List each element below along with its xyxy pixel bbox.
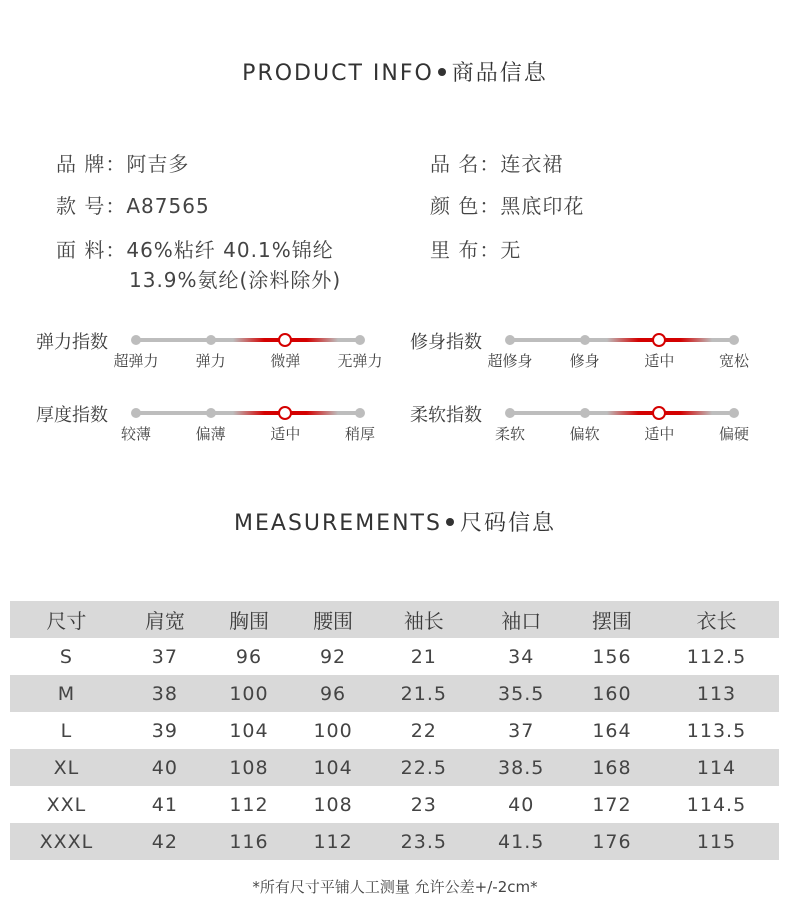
measurements-title-en: MEASUREMENTS [234,511,442,536]
product-info-title-cn: 商品信息 [451,61,548,86]
scale-option-label: 适中 [644,352,675,370]
table-row [10,749,779,786]
table-cell: 113 [696,682,737,705]
name-label: 品 名： [430,152,501,176]
scale-point-icon [580,408,590,418]
table-cell: 164 [592,719,632,742]
header-size: 尺寸 [46,609,87,633]
table-cell: 23 [410,793,437,816]
table-row [10,675,779,712]
scale-option-label: 修身 [569,352,600,370]
table-cell: 41.5 [498,830,545,853]
scale-option-label: 偏薄 [195,425,226,443]
thickness-index-title: 厚度指数 [36,405,108,426]
scale-point-icon [729,408,739,418]
scale-option-label: 柔软 [494,425,526,443]
table-cell: 21.5 [400,682,447,705]
scale-option-label: 弹力 [195,352,226,370]
measurements-title-cn: 尺码信息 [459,511,556,536]
size-chart-header-row [10,601,779,638]
scale-option-label: 无弹力 [337,352,383,370]
scale-option-label: 超弹力 [113,352,159,370]
measurement-note: *所有尺寸平铺人工测量 允许公差+/-2cm* [252,878,538,896]
scale-option-label: 稍厚 [344,425,376,443]
bullet-dot-icon [438,68,446,76]
brand-value: 阿吉多 [126,152,190,176]
table-row [10,712,779,749]
header-waist: 腰围 [313,609,354,633]
table-cell: 116 [229,830,269,853]
table-cell: M [57,682,76,705]
table-row [10,786,779,823]
scale-selected-marker-icon [278,333,292,347]
name-value: 连衣裙 [500,152,564,176]
brand-row [56,148,189,177]
fit-index [410,328,770,378]
table-cell: 160 [592,682,632,705]
scale-option-label: 较薄 [120,425,152,443]
table-cell: 172 [592,793,632,816]
table-cell: XXL [46,793,87,816]
scale-point-icon [131,335,141,345]
scale-point-icon [505,408,515,418]
table-cell: 21 [410,645,437,668]
scale-point-icon [580,335,590,345]
table-cell: 96 [319,682,347,705]
table-cell: 168 [592,756,632,779]
table-cell: 37 [151,645,178,668]
table-cell: 100 [229,682,269,705]
table-cell: 156 [592,645,632,668]
scale-selected-marker-icon [278,406,292,420]
color-value: 黑底印花 [500,194,585,218]
table-cell: 114 [696,756,737,779]
table-cell: 100 [313,719,353,742]
scale-option-label: 偏硬 [718,425,750,443]
softness-index [410,401,770,451]
color-label: 颜 色： [430,194,501,218]
scale-option-label: 超修身 [487,352,533,370]
fabric-value-line1: 46%粘纤 40.1%锦纶 [126,238,334,262]
table-cell: XL [53,756,80,779]
table-cell: 112.5 [686,645,747,668]
table-cell: 113.5 [686,719,747,742]
table-cell: 115 [696,830,737,853]
lining-label: 里 布： [430,238,501,262]
lining-row [430,234,521,263]
table-cell: 112 [313,830,353,853]
scale-option-label: 适中 [644,425,675,443]
table-cell: 176 [592,830,632,853]
table-cell: 114.5 [686,793,747,816]
brand-label: 品 牌： [56,152,127,176]
header-chest: 胸围 [228,609,269,633]
fabric-label: 面 料： [56,238,127,262]
scale-point-icon [131,408,141,418]
fit-index-title: 修身指数 [410,332,482,353]
thickness-index [36,401,396,451]
table-cell: 38 [151,682,178,705]
scale-selected-marker-icon [652,406,666,420]
product-info-title-en: PRODUCT INFO [242,61,434,86]
scale-option-label: 适中 [270,425,301,443]
table-cell: S [59,645,73,668]
table-row [10,823,779,860]
header-hem: 摆围 [591,609,632,633]
table-cell: 108 [229,756,269,779]
header-cuff: 袖口 [501,609,542,633]
size-chart-body [10,638,779,860]
table-cell: 104 [229,719,269,742]
table-cell: 96 [235,645,263,668]
table-cell: XXXL [39,830,94,853]
scale-option-label: 偏软 [569,425,600,443]
style-no-label: 款 号： [56,194,127,218]
product-info-heading [0,56,790,87]
table-cell: 23.5 [400,830,447,853]
lining-value: 无 [500,238,522,262]
table-cell: L [60,719,73,742]
elasticity-index [36,328,396,378]
table-cell: 108 [313,793,353,816]
scale-point-icon [355,335,365,345]
name-row [430,148,563,177]
softness-index-title: 柔软指数 [410,405,482,426]
scale-point-icon [206,335,216,345]
table-cell: 37 [508,719,535,742]
table-cell: 34 [508,645,535,668]
style-no-value: A87565 [126,194,210,218]
table-cell: 39 [151,719,178,742]
style-no-row [56,190,210,219]
bullet-dot-icon [446,518,454,526]
table-cell: 104 [313,756,353,779]
scale-point-icon [355,408,365,418]
table-cell: 42 [151,830,178,853]
measurements-heading [0,506,790,537]
color-row [430,190,584,219]
scale-point-icon [505,335,515,345]
table-cell: 92 [319,645,347,668]
size-chart-table [10,601,779,860]
fabric-value-line2: 13.9%氨纶(涂料除外) [129,268,342,292]
scale-point-icon [729,335,739,345]
table-cell: 40 [508,793,535,816]
header-length: 衣长 [696,609,737,633]
table-cell: 22.5 [400,756,447,779]
scale-selected-marker-icon [652,333,666,347]
table-cell: 40 [151,756,178,779]
scale-option-label: 宽松 [718,352,750,370]
fabric-row [56,234,334,263]
table-cell: 112 [229,793,269,816]
header-sleeve-length: 袖长 [403,609,444,633]
header-shoulder: 肩宽 [144,609,185,633]
table-cell: 35.5 [498,682,545,705]
scale-point-icon [206,408,216,418]
table-row [10,638,779,675]
table-cell: 22 [410,719,437,742]
scale-option-label: 微弹 [270,352,301,370]
elasticity-index-title: 弹力指数 [36,332,108,353]
table-cell: 38.5 [498,756,545,779]
table-cell: 41 [151,793,178,816]
